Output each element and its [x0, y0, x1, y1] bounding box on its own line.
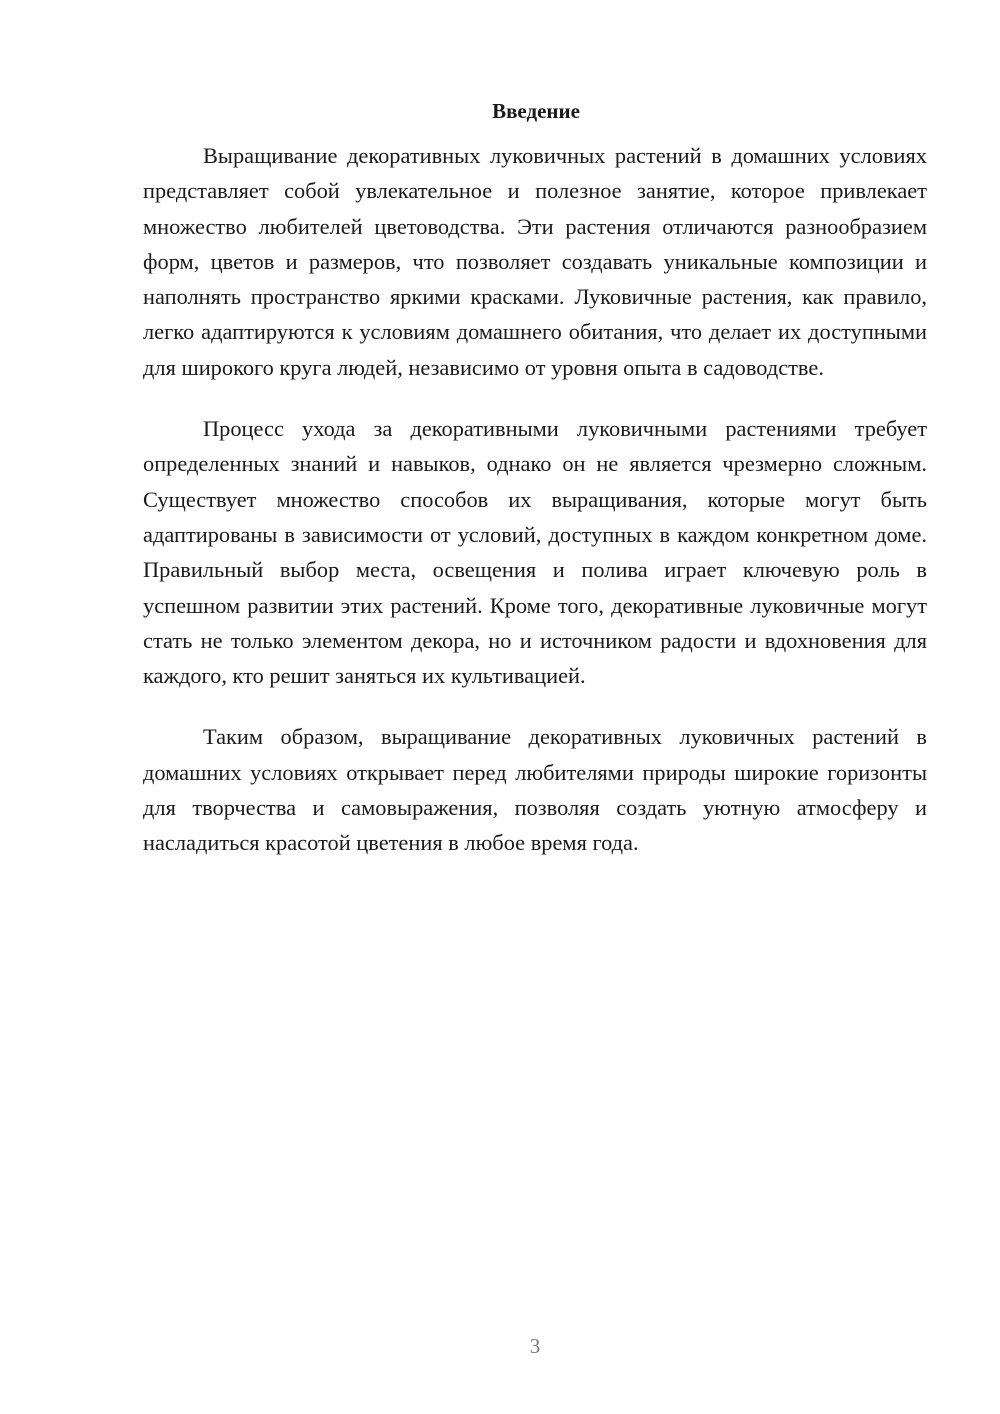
paragraph-2: Процесс ухода за декоративными луковичными растениями требует определенных знаний и навыков, однако он не является чрезмерно сложным. Существует множество способов их выращивания, которые могут быть адаптированы в зависимости от условий, доступных в каждом конкретном доме. Правильный выбор места, освещения и полива играет ключевую роль в успешном развитии этих растений. Кроме того, декоративные луковичные могут стать не только элементом декора, но и источником радости и вдохновения для каждого, кто решит заняться их культивацией.: [143, 416, 927, 689]
page-content: [143, 96, 927, 887]
section-heading: Введение: [492, 99, 580, 123]
paragraph-3: Таким образом, выращивание декоративных луковичных растений в домашних условиях открывает перед любителями природы широкие горизонты для творчества и самовыражения, позволяя создать уютную атмосферу и насладиться красотой цветения в любое время года.: [143, 724, 927, 856]
paragraph-1: Выращивание декоративных луковичных растений в домашних условиях представляет собой увлекательное и полезное занятие, которое привлекает множество любителей цветоводства. Эти растения отличаются разнообразием форм, цветов и размеров, что позволяет создавать уникальные композиции и наполнять пространство яркими красками. Луковичные растения, как правило, легко адаптируются к условиям домашнего обитания, что делает их доступными для широкого круга людей, независимо от уровня опыта в садоводстве.: [143, 143, 927, 380]
page-number: 3: [529, 1334, 541, 1358]
